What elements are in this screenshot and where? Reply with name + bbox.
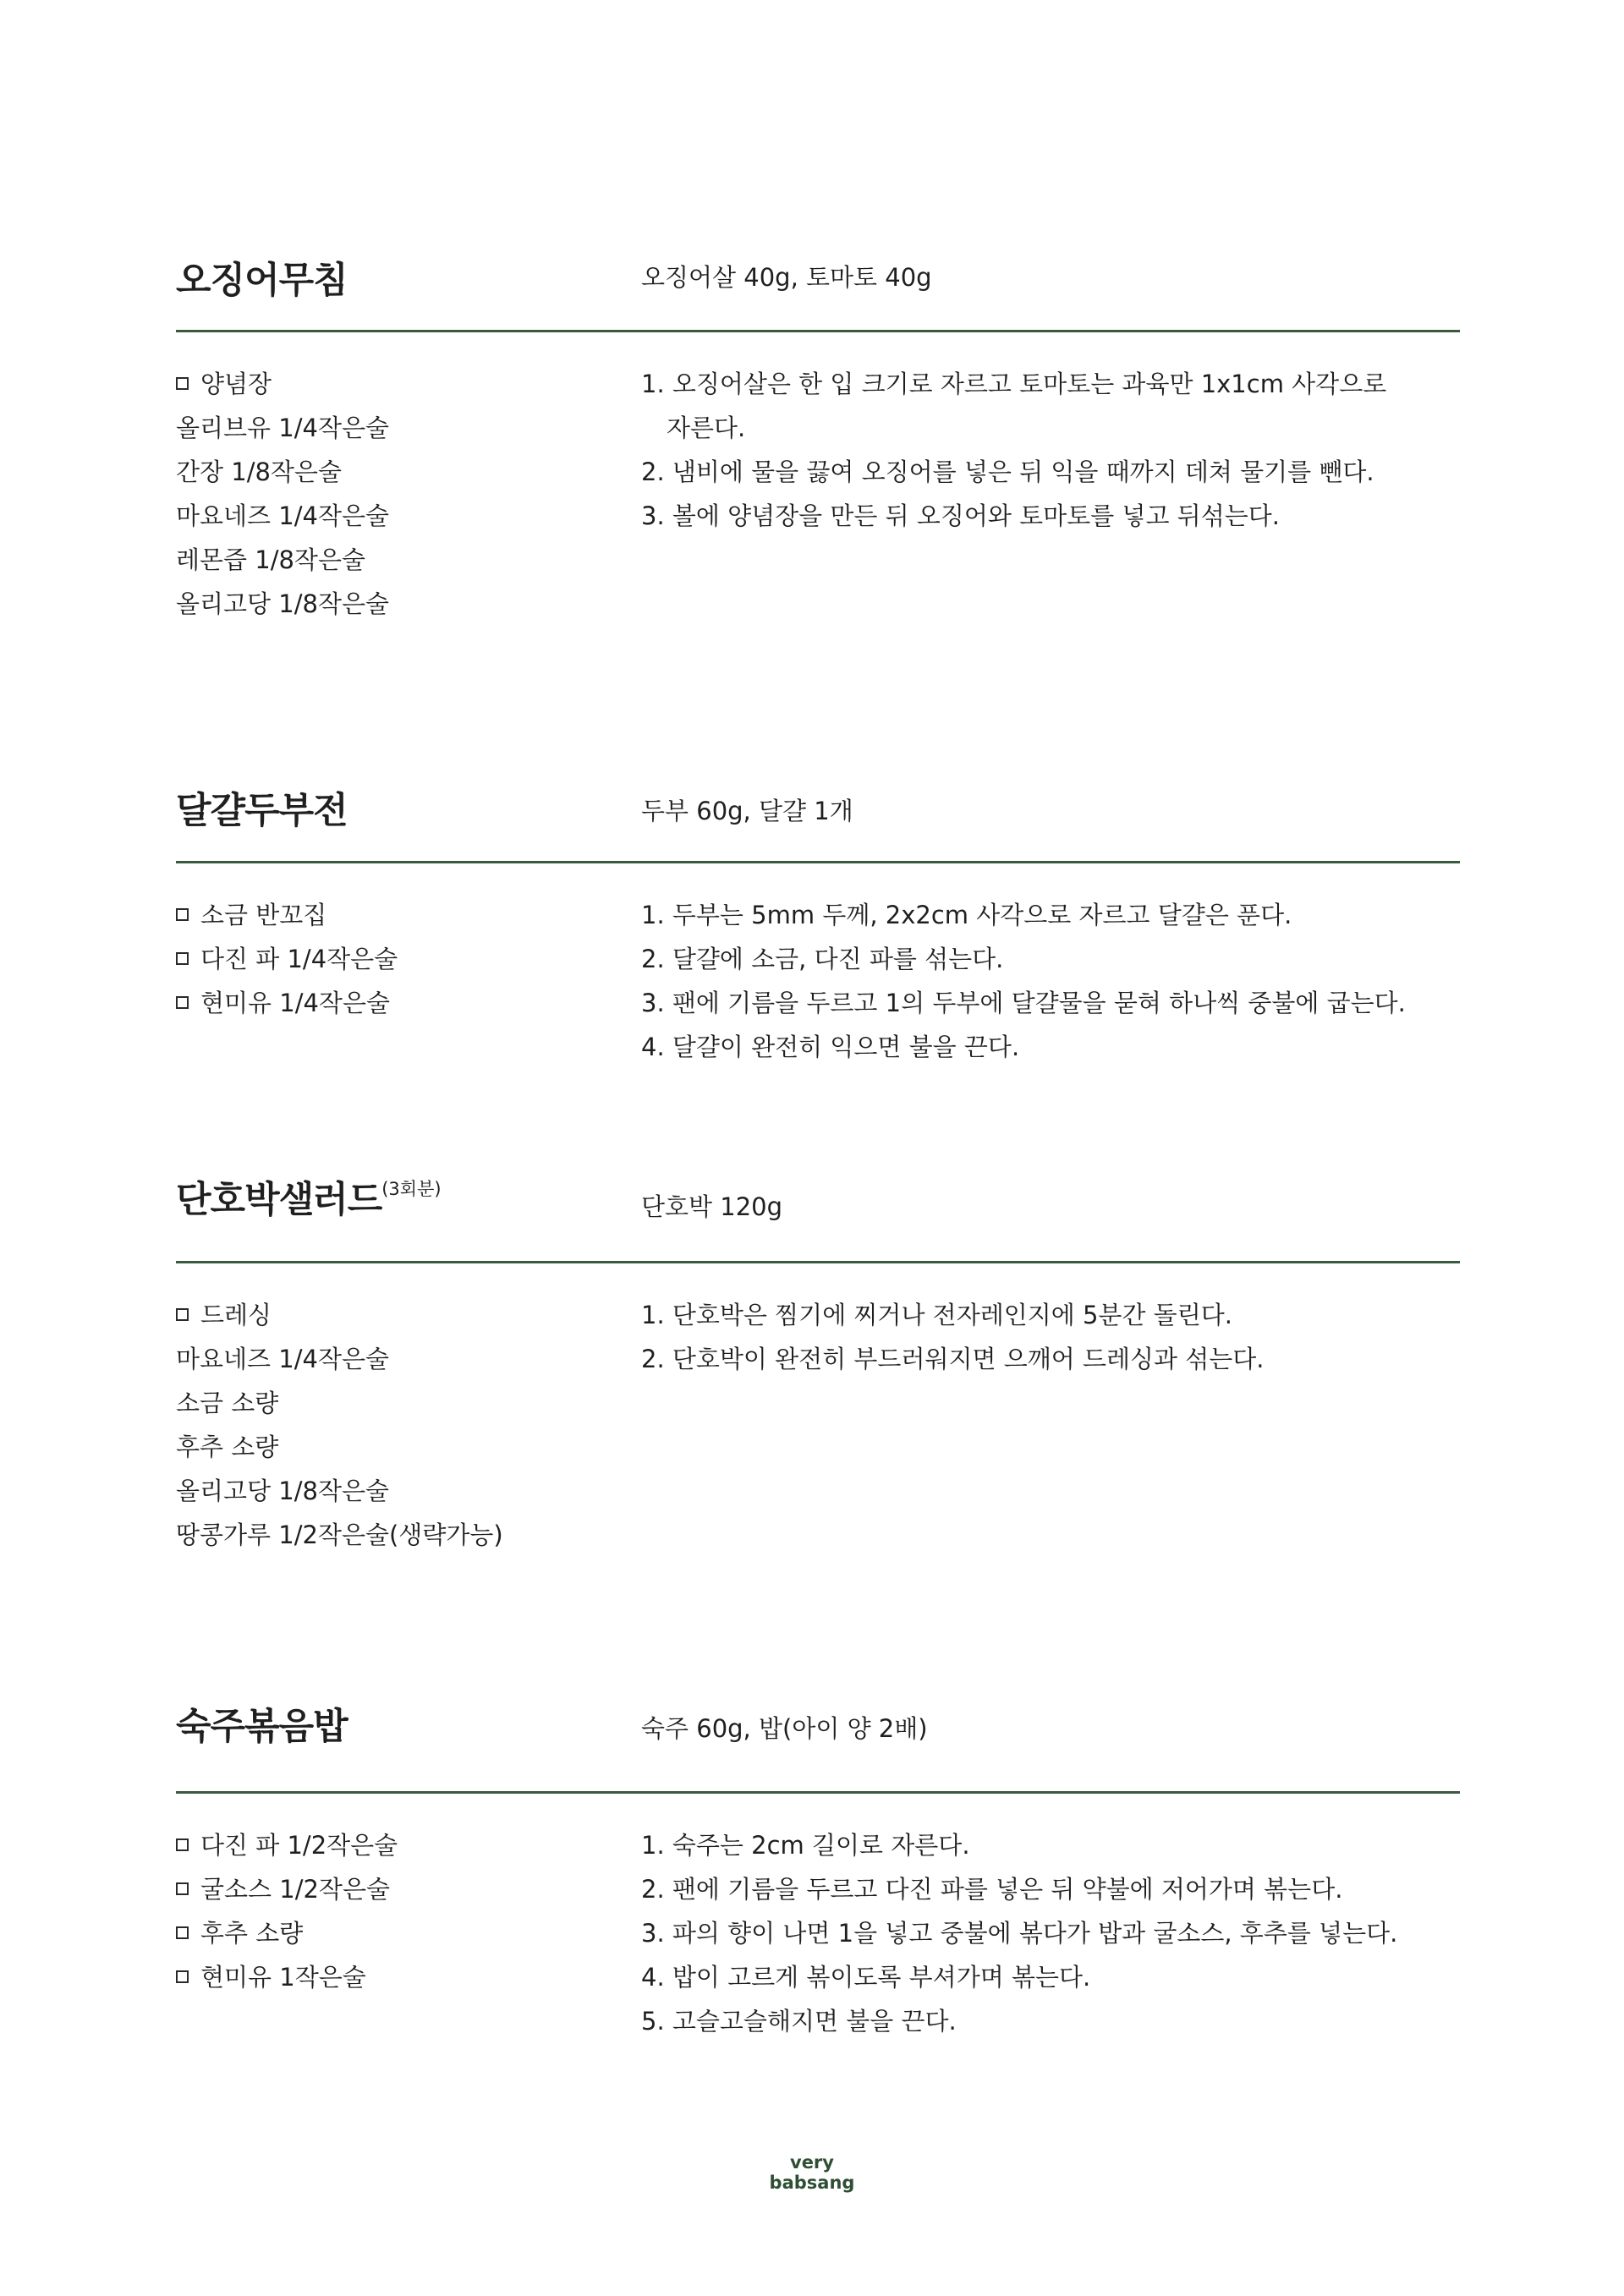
brand-logo-line1: very [790, 2152, 834, 2173]
step-list [641, 1293, 1460, 1381]
step-item: 1. 오징어살은 한 입 크기로 자르고 토마토는 과육만 1x1cm 사각으로 자른다. [641, 370, 1387, 442]
seasoning-item [176, 937, 616, 981]
recipe-title [176, 1698, 348, 1750]
seasoning-item [176, 1911, 616, 1955]
step-item: 1. 숙주는 2cm 길이로 자른다. [641, 1831, 970, 1860]
seasoning-item: 후추 소량 [176, 1433, 279, 1461]
checkbox-icon [176, 1838, 189, 1851]
seasoning-item [176, 1823, 616, 1867]
brand-logo [0, 2152, 1624, 2193]
recipe-title-text: 단호박샐러드 [176, 1179, 382, 1221]
seasoning-item [176, 1867, 616, 1911]
seasoning-text: 다진 파 1/2작은술 [200, 1831, 398, 1860]
checkbox-icon [176, 1882, 189, 1895]
step-item: 3. 파의 향이 나면 1을 넣고 중불에 볶다가 밥과 굴소스, 후추를 넣는다. [641, 1919, 1398, 1948]
seasoning-item: 올리고당 1/8작은술 [176, 589, 389, 618]
seasoning-item: 올리고당 1/8작은술 [176, 1477, 389, 1505]
seasoning-item: 소금 소량 [176, 1389, 279, 1417]
checkbox-icon [176, 1926, 189, 1939]
seasoning-list [176, 1823, 616, 1999]
seasoning-text: 후추 소량 [200, 1919, 304, 1948]
step-item: 2. 달걀에 소금, 다진 파를 섞는다. [641, 945, 1004, 973]
step-item: 3. 팬에 기름을 두르고 1의 두부에 달걀물을 묻혀 하나씩 중불에 굽는다. [641, 989, 1406, 1017]
step-item: 2. 단호박이 완전히 부드러워지면 으깨어 드레싱과 섞는다. [641, 1345, 1265, 1373]
seasoning-item [176, 1293, 616, 1337]
recipe-card [176, 1171, 1460, 1549]
step-item: 2. 냄비에 물을 끓여 오징어를 넣은 뒤 익을 때까지 데쳐 물기를 뺀다. [641, 458, 1374, 486]
checkbox-icon [176, 377, 189, 390]
recipe-title [176, 1171, 442, 1223]
section-divider [176, 330, 1460, 332]
seasoning-item: 땅콩가루 1/2작은술(생략가능) [176, 1521, 503, 1549]
recipe-header [176, 1698, 1460, 1776]
seasoning-item: 마요네즈 1/4작은술 [176, 501, 389, 530]
step-item: 1. 두부는 5mm 두께, 2x2cm 사각으로 자르고 달걀은 푼다. [641, 901, 1292, 929]
step-item: 2. 팬에 기름을 두르고 다진 파를 넣은 뒤 약불에 저어가며 볶는다. [641, 1875, 1343, 1904]
checkbox-icon [176, 952, 189, 965]
recipe-title-text: 오징어무침 [176, 260, 348, 302]
seasoning-item: 레몬즙 1/8작은술 [176, 545, 365, 574]
section-divider [176, 1261, 1460, 1263]
step-item: 3. 볼에 양념장을 만든 뒤 오징어와 토마토를 넣고 뒤섞는다. [641, 501, 1280, 530]
step-item: 1. 단호박은 찜기에 찌거나 전자레인지에 5분간 돌린다. [641, 1301, 1232, 1329]
main-ingredients: 단호박 120g [641, 1192, 783, 1221]
recipe-card [176, 252, 1460, 618]
seasoning-item: 간장 1/8작은술 [176, 458, 342, 486]
seasoning-text: 소금 반꼬집 [200, 901, 327, 929]
seasoning-item: 마요네즈 1/4작은술 [176, 1345, 389, 1373]
checkbox-icon [176, 1308, 189, 1321]
step-list [641, 893, 1460, 1069]
main-ingredients: 숙주 60g, 밥(아이 양 2배) [641, 1714, 928, 1743]
seasoning-item [176, 1955, 616, 1999]
seasoning-item [176, 893, 616, 937]
seasoning-item [176, 362, 616, 406]
checkbox-icon [176, 1970, 189, 1983]
seasoning-text: 다진 파 1/4작은술 [200, 945, 398, 973]
recipe-header [176, 782, 1460, 860]
seasoning-item: 올리브유 1/4작은술 [176, 414, 389, 442]
section-divider [176, 861, 1460, 863]
seasoning-item [176, 981, 616, 1025]
main-ingredients: 오징어살 40g, 토마토 40g [641, 263, 932, 292]
recipe-title [176, 782, 348, 834]
step-list [641, 1823, 1460, 2043]
recipe-header [176, 252, 1460, 330]
seasoning-text: 양념장 [200, 370, 272, 398]
section-divider [176, 1791, 1460, 1794]
seasoning-text: 드레싱 [200, 1301, 272, 1329]
seasoning-text: 굴소스 1/2작은술 [200, 1875, 390, 1904]
checkbox-icon [176, 908, 189, 921]
seasoning-text: 현미유 1작은술 [200, 1963, 366, 1992]
recipe-header [176, 1171, 1460, 1249]
recipe-title-note: (3회분) [381, 1179, 442, 1199]
recipe-title-text: 달걀두부전 [176, 790, 348, 832]
main-ingredients: 두부 60g, 달걀 1개 [641, 797, 853, 825]
step-list [641, 362, 1460, 538]
recipe-title-text: 숙주볶음밥 [176, 1706, 348, 1748]
seasoning-list [176, 362, 616, 626]
seasoning-list [176, 893, 616, 1025]
step-item: 5. 고슬고슬해지면 불을 끈다. [641, 2007, 957, 2036]
step-item: 4. 밥이 고르게 볶이도록 부셔가며 볶는다. [641, 1963, 1091, 1992]
recipe-card [176, 1698, 1460, 2036]
seasoning-list [176, 1293, 616, 1557]
seasoning-text: 현미유 1/4작은술 [200, 989, 390, 1017]
step-item: 4. 달걀이 완전히 익으면 불을 끈다. [641, 1033, 1020, 1061]
recipe-title [176, 252, 348, 304]
recipe-card [176, 782, 1460, 1061]
brand-logo-line2: babsang [769, 2173, 855, 2193]
checkbox-icon [176, 996, 189, 1009]
